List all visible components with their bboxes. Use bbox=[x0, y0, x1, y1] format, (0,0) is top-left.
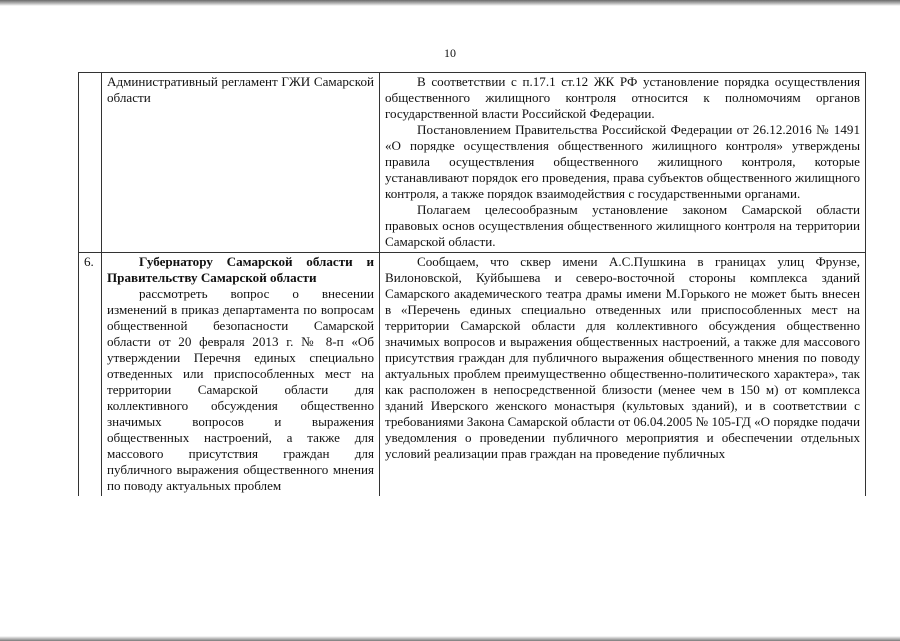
recommendation-text: рассмотреть вопрос о внесении изменений в приказ департамента по вопросам общественной безопасности Самарской области от 20 февраля 2013 г. № 8-п «Об утверждении Перечня единых специально отведенных или приспособленных мест на территории Самарской области для коллективного обсуждения общественно значимых вопросов и выражения общественных настроений, а также для массового присутствия граждан для публичного выражения общественного мнения по поводу актуальных проблем bbox=[107, 286, 374, 493]
response-paragraph: В соответствии с п.17.1 ст.12 ЖК РФ установление порядка осуществления общественного жилищного контроля относится к полномочиям органов государственной власти Российской Федерации. bbox=[385, 74, 860, 121]
response-cell bbox=[380, 73, 866, 253]
document-table bbox=[78, 72, 866, 496]
scan-edge-top bbox=[0, 0, 900, 6]
response-cell bbox=[380, 253, 866, 497]
page-number: 10 bbox=[444, 46, 456, 60]
response-paragraph: Сообщаем, что сквер имени А.С.Пушкина в границах улиц Фрунзе, Вилоновской, Куйбышева и северо-восточной стороны комплекса зданий Самарского академического театра драмы имени М.Горького не может быть внесен в «Перечень единых специально отведенных или приспособленных мест на территории Самарской области для коллективного обсуждения общественно значимых вопросов и выражения общественных настроений, а также для массового присутствия граждан для публичного выражения общественного мнения по поводу актуальных проблем преимущественно общественно-политического характера», так как расположен в непосредственной близости (менее чем в 150 м) от комплекса зданий Иверского женского монастыря (культовых зданий), и в соответствии с требованиями Закона Самарской области от 06.04.2005 № 105-ГД «О порядке подачи уведомления о проведении публичного мероприятия и обеспечении отдельных условий реализации прав граждан на проведение публичных bbox=[385, 254, 860, 461]
scan-edge-bottom bbox=[0, 636, 900, 641]
addressee-cell bbox=[102, 73, 380, 253]
response-paragraph: Постановлением Правительства Российской Федерации от 26.12.2016 № 1491 «О порядке осуществления общественного жилищного контроля» утверждены правила осуществления общественного жилищного контроля, которые устанавливают порядок его проведения, права субъектов общественного жилищного контроля, а также порядок взаимодействия с государственными органами. bbox=[385, 122, 860, 201]
row-number-cell: 6. bbox=[79, 253, 102, 497]
addressee-text: Административный регламент ГЖИ Самарской области bbox=[107, 74, 374, 105]
recommendation-heading: Губернатору Самарской области и Правительству Самарской области bbox=[107, 254, 374, 285]
table-row bbox=[79, 253, 866, 497]
table-row bbox=[79, 73, 866, 253]
row-number-cell bbox=[79, 73, 102, 253]
recommendation-cell bbox=[102, 253, 380, 497]
response-paragraph: Полагаем целесообразным установление законом Самарской области правовых основ осуществления общественного жилищного контроля на территории Самарской области. bbox=[385, 202, 860, 249]
